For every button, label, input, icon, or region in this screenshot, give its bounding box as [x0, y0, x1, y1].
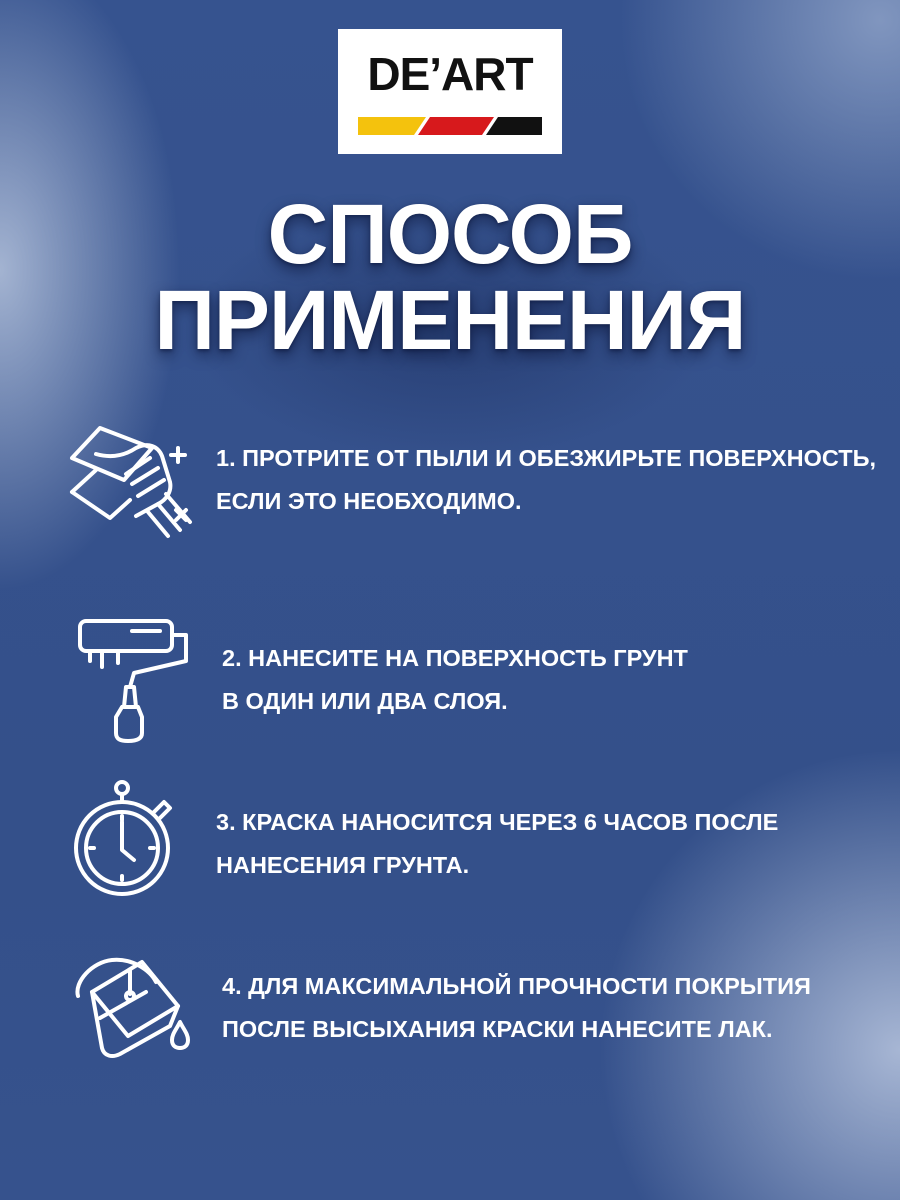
step-1-line-2: ЕСЛИ ЭТО НЕОБХОДИМО.	[216, 488, 522, 514]
stopwatch-icon	[70, 778, 180, 903]
page-title-line-1: СПОСОБ	[267, 187, 633, 281]
hand-wiping-icon	[66, 418, 198, 547]
page-title-line-2: ПРИМЕНЕНИЯ	[154, 273, 746, 367]
step-2-line-1: 2. НАНЕСИТЕ НА ПОВЕРХНОСТЬ ГРУНТ	[222, 645, 688, 671]
step-4-line-2: ПОСЛЕ ВЫСЫХАНИЯ КРАСКИ НАНЕСИТЕ ЛАК.	[222, 1016, 773, 1042]
step-1-text	[216, 437, 876, 523]
logo-wordmark: DE’ART	[367, 48, 533, 100]
step-3-line-1: 3. КРАСКА НАНОСИТСЯ ЧЕРЕЗ 6 ЧАСОВ ПОСЛЕ	[216, 809, 779, 835]
step-4-text	[222, 965, 811, 1051]
step-4-line-1: 4. ДЛЯ МАКСИМАЛЬНОЙ ПРОЧНОСТИ ПОКРЫТИЯ	[222, 973, 811, 999]
paint-bucket-icon	[72, 952, 198, 1069]
paint-roller-icon	[76, 617, 196, 748]
logo-stripes	[358, 117, 542, 135]
step-1-line-1: 1. ПРОТРИТЕ ОТ ПЫЛИ И ОБЕЗЖИРЬТЕ ПОВЕРХНОСТЬ,	[216, 445, 877, 471]
brand-logo	[338, 29, 562, 154]
step-3-text	[216, 801, 778, 887]
step-2-line-2: В ОДИН ИЛИ ДВА СЛОЯ.	[222, 688, 508, 714]
step-2-text	[222, 637, 688, 723]
step-3-line-2: НАНЕСЕНИЯ ГРУНТА.	[216, 852, 470, 878]
